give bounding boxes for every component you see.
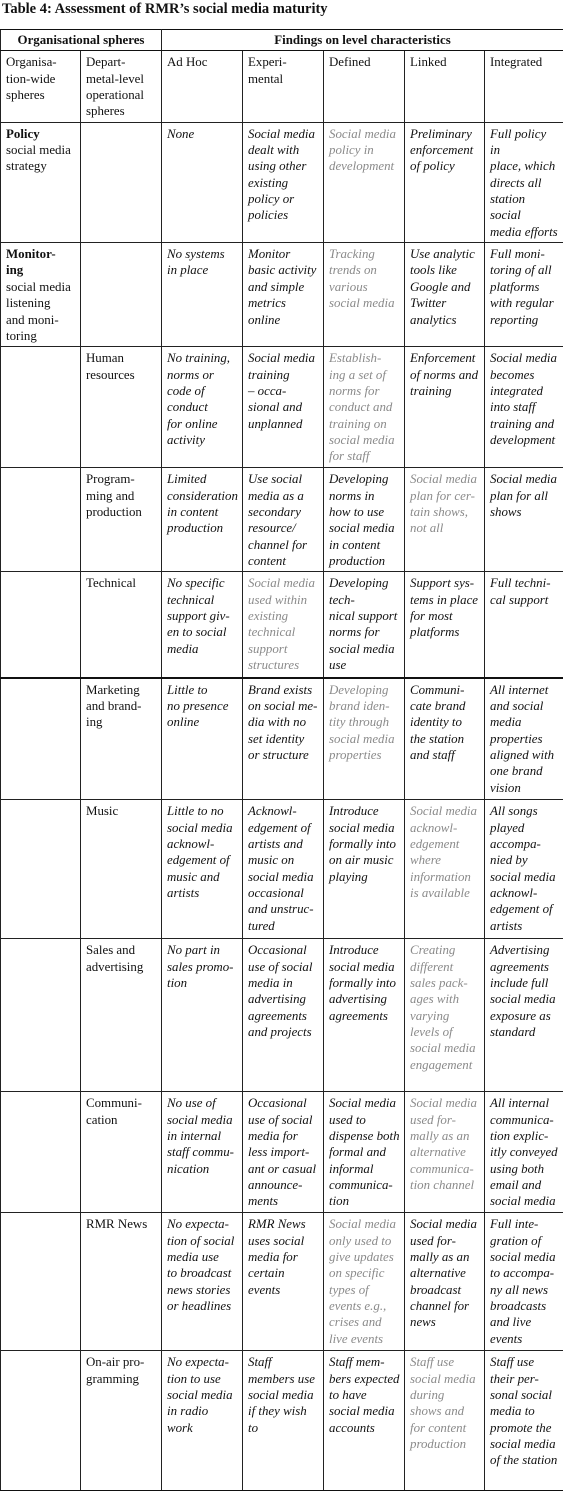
table-row [1, 1351, 563, 1491]
finding-text: No systems in place [167, 246, 238, 279]
finding-text: No expecta- tion to use social media in radio work [167, 1354, 238, 1436]
finding-text: Little to no presence online [167, 682, 238, 731]
finding-text: Staff use their per- sonal social media to promote the social media of the station [490, 1354, 559, 1468]
finding-text: Use social media as a secondary resource/ channel for content [248, 471, 319, 569]
finding-text: Social media acknowl- edgement where information is available [410, 803, 480, 901]
finding-text: Occasional use of social media for less import- ant or casual announce- ments [248, 1095, 319, 1209]
dept-sphere-name: Marketing and brand- ing [86, 682, 157, 731]
finding-cell [162, 1213, 243, 1351]
maturity-table [0, 29, 563, 1491]
header-level-linked: Linked [405, 51, 485, 122]
finding-cell [324, 678, 405, 800]
finding-cell [405, 468, 485, 572]
dept-sphere-cell [81, 800, 162, 939]
finding-cell [405, 939, 485, 1092]
finding-cell [162, 347, 243, 468]
header-level-experimental: Experi- mental [243, 51, 324, 122]
finding-cell [485, 347, 563, 468]
dept-sphere-name: RMR News [86, 1216, 157, 1232]
org-sphere-description: social media listening and moni- toring [6, 279, 76, 344]
finding-cell [324, 1351, 405, 1491]
finding-text: Social media plan for cer- tain shows, not all [410, 471, 480, 536]
finding-cell [324, 468, 405, 572]
table-row [1, 122, 563, 242]
finding-text: No use of social media in internal staff commu- nication [167, 1095, 238, 1177]
finding-cell [405, 1092, 485, 1213]
finding-cell [405, 800, 485, 939]
org-sphere-cell [1, 122, 81, 242]
finding-cell [162, 468, 243, 572]
finding-text: Support sys- tems in place for most platforms [410, 575, 480, 640]
finding-text: Social media dealt with using other existing policy or policies [248, 126, 319, 224]
finding-text: Advertising agreements include full social media exposure as standard [490, 942, 559, 1040]
dept-sphere-cell [81, 243, 162, 347]
dept-sphere-cell [81, 1351, 162, 1491]
table-row [1, 243, 563, 347]
finding-cell [405, 678, 485, 800]
dept-sphere-name: Communi- cation [86, 1095, 157, 1128]
finding-cell [405, 243, 485, 347]
finding-cell [324, 243, 405, 347]
finding-cell [485, 678, 563, 800]
finding-text: Social media becomes integrated into staff training and development [490, 350, 559, 448]
finding-cell [243, 678, 324, 800]
finding-text: Preliminary enforcement of policy [410, 126, 480, 175]
org-sphere-cell [1, 939, 81, 1092]
finding-cell [485, 800, 563, 939]
finding-cell [243, 1213, 324, 1351]
dept-sphere-name: Music [86, 803, 157, 819]
header-organisation-wide: Organisa- tion-wide spheres [1, 51, 81, 122]
finding-cell [162, 800, 243, 939]
finding-cell [485, 243, 563, 347]
finding-cell [485, 572, 563, 678]
table-row [1, 1092, 563, 1213]
header-level-integrated: Integrated [485, 51, 563, 122]
finding-text: Enforcement of norms and training [410, 350, 480, 399]
finding-text: Communi- cate brand identity to the station and staff [410, 682, 480, 764]
finding-text: Limited consideration in content production [167, 471, 238, 536]
dept-sphere-cell [81, 347, 162, 468]
finding-cell [324, 1213, 405, 1351]
finding-text: Staff members use social media if they wish to [248, 1354, 319, 1436]
dept-sphere-cell [81, 1092, 162, 1213]
finding-text: Introduce social media formally into on air music playing [329, 803, 400, 885]
finding-cell [485, 1351, 563, 1491]
finding-cell [324, 1092, 405, 1213]
finding-cell [324, 122, 405, 242]
finding-cell [485, 1213, 563, 1351]
finding-cell [243, 572, 324, 678]
finding-cell [162, 243, 243, 347]
finding-text: Social media used for- mally as an alternative communica- tion channel [410, 1095, 480, 1193]
finding-cell [243, 347, 324, 468]
dept-sphere-cell [81, 122, 162, 242]
finding-text: Social media plan for all shows [490, 471, 559, 520]
org-sphere-cell [1, 468, 81, 572]
finding-text: Developing brand iden- tity through social media properties [329, 682, 400, 764]
finding-text: All songs played accompa- nied by social media acknowl- edgement of artists [490, 803, 559, 934]
dept-sphere-name: Technical [86, 575, 157, 591]
org-sphere-cell [1, 678, 81, 800]
finding-text: RMR News uses social media for certain events [248, 1216, 319, 1298]
table-row [1, 572, 563, 678]
dept-sphere-cell [81, 678, 162, 800]
dept-sphere-name: On-air pro- gramming [86, 1354, 157, 1387]
finding-text: Social media used to dispense both formal and informal communica- tion [329, 1095, 400, 1209]
finding-text: Introduce social media formally into advertising agreements [329, 942, 400, 1024]
org-sphere-cell [1, 800, 81, 939]
finding-cell [324, 800, 405, 939]
org-sphere-description: social media strategy [6, 142, 76, 175]
finding-cell [324, 939, 405, 1092]
finding-text: All internal communica- tion explic- itly conveyed using both email and social media [490, 1095, 559, 1209]
finding-cell [162, 939, 243, 1092]
header-organisational-spheres: Organisational spheres [1, 30, 162, 51]
org-sphere-cell [1, 572, 81, 678]
org-sphere-cell [1, 1351, 81, 1491]
finding-cell [243, 939, 324, 1092]
table-row [1, 678, 563, 800]
finding-cell [243, 243, 324, 347]
finding-cell [485, 122, 563, 242]
finding-cell [405, 122, 485, 242]
finding-cell [405, 572, 485, 678]
table-title: Table 4: Assessment of RMR’s social media maturity [0, 0, 563, 23]
finding-cell [162, 1092, 243, 1213]
org-sphere-cell [1, 347, 81, 468]
header-label-row [1, 51, 563, 122]
finding-cell [162, 572, 243, 678]
header-findings: Findings on level characteristics [162, 30, 563, 51]
table-row [1, 1213, 563, 1351]
finding-text: Full policy in place, which directs all station social media efforts [490, 126, 559, 240]
org-sphere-name: Policy [6, 126, 76, 142]
finding-text: Staff mem- bers expected to have social media accounts [329, 1354, 400, 1436]
dept-sphere-cell [81, 572, 162, 678]
header-group-row [1, 30, 563, 51]
finding-cell [162, 122, 243, 242]
finding-cell [405, 1213, 485, 1351]
finding-cell [243, 1351, 324, 1491]
dept-sphere-cell [81, 939, 162, 1092]
finding-text: Social media used within existing technical support structures [248, 575, 319, 673]
finding-cell [405, 1351, 485, 1491]
dept-sphere-cell [81, 468, 162, 572]
finding-text: Full moni- toring of all platforms with regular reporting [490, 246, 559, 328]
finding-text: Little to no social media acknowl- edgement of music and artists [167, 803, 238, 901]
finding-cell [485, 468, 563, 572]
finding-text: Creating different sales pack- ages with varying levels of social media engagement [410, 942, 480, 1073]
org-sphere-cell [1, 1213, 81, 1351]
finding-cell [485, 1092, 563, 1213]
finding-text: Social media only used to give updates on specific types of events e.g., crises and live events [329, 1216, 400, 1347]
finding-text: Establish- ing a set of norms for conduct and training on social media for staff [329, 350, 400, 464]
finding-text: Developing norms in how to use social media in content production [329, 471, 400, 569]
finding-text: Monitor basic activity and simple metrics online [248, 246, 319, 328]
finding-cell [162, 678, 243, 800]
finding-text: Full techni- cal support [490, 575, 559, 608]
dept-sphere-name: Program- ming and production [86, 471, 157, 520]
finding-text: Brand exists on social me- dia with no set identity or structure [248, 682, 319, 764]
finding-text: All internet and social media properties aligned with one brand vision [490, 682, 559, 796]
finding-text: Full inte- gration of social media to accompa- ny all news broadcasts and live events [490, 1216, 559, 1347]
org-sphere-cell [1, 243, 81, 347]
finding-cell [405, 347, 485, 468]
finding-text: Social media policy in development [329, 126, 400, 175]
finding-cell [324, 572, 405, 678]
finding-cell [162, 1351, 243, 1491]
dept-sphere-name: Human resources [86, 350, 157, 383]
header-level-ad-hoc: Ad Hoc [162, 51, 243, 122]
finding-cell [243, 800, 324, 939]
table-row [1, 939, 563, 1092]
finding-text: Social media training – occa- sional and unplanned [248, 350, 319, 432]
table-row [1, 800, 563, 939]
finding-cell [324, 347, 405, 468]
finding-text: None [167, 126, 238, 142]
finding-cell [243, 1092, 324, 1213]
finding-cell [485, 939, 563, 1092]
document-page [0, 0, 563, 23]
org-sphere-name: Monitor- ing [6, 246, 76, 279]
finding-cell [243, 122, 324, 242]
org-sphere-cell [1, 1092, 81, 1213]
header-departmental: Depart- metal-level operational spheres [81, 51, 162, 122]
finding-text: Developing tech- nical support norms for social media use [329, 575, 400, 673]
finding-text: Acknowl- edgement of artists and music on social media occasional and unstruc- tured [248, 803, 319, 934]
dept-sphere-cell [81, 1213, 162, 1351]
table-row [1, 347, 563, 468]
table-row [1, 468, 563, 572]
finding-text: No part in sales promo- tion [167, 942, 238, 991]
finding-cell [243, 468, 324, 572]
finding-text: No specific technical support giv- en to social media [167, 575, 238, 657]
finding-text: Use analytic tools like Google and Twitter analytics [410, 246, 480, 328]
finding-text: No expecta- tion of social media use to broadcast news stories or headlines [167, 1216, 238, 1314]
finding-text: Occasional use of social media in advertising agreements and projects [248, 942, 319, 1040]
finding-text: No training, norms or code of conduct for online activity [167, 350, 238, 448]
finding-text: Staff use social media during shows and for content production [410, 1354, 480, 1452]
dept-sphere-name: Sales and advertising [86, 942, 157, 975]
header-level-defined: Defined [324, 51, 405, 122]
finding-text: Tracking trends on various social media [329, 246, 400, 311]
finding-text: Social media used for- mally as an alternative broadcast channel for news [410, 1216, 480, 1330]
